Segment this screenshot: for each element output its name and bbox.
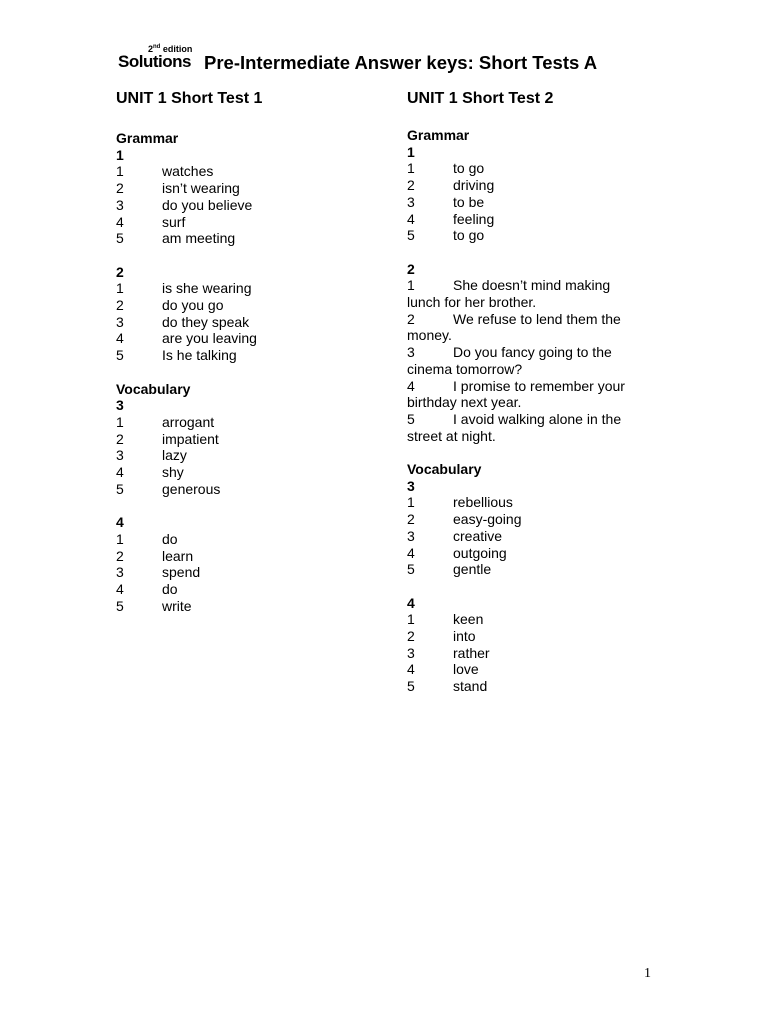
answer-text: shy <box>162 464 184 481</box>
answer-text: do you go <box>162 297 224 314</box>
answer-row <box>116 347 366 364</box>
answer-number: 3 <box>116 564 124 581</box>
answer-row <box>407 528 647 545</box>
answer-text: stand <box>453 678 488 695</box>
answer-number: 4 <box>407 210 415 227</box>
logo-wordmark: Solutions <box>118 52 191 71</box>
answer-text: spend <box>162 564 201 581</box>
answer-text: do you believe <box>162 196 253 213</box>
answer-text: write <box>162 597 192 614</box>
exercise-number: 4 <box>116 514 124 531</box>
answer-row <box>116 414 366 431</box>
answer-row <box>407 311 647 344</box>
answer-row <box>116 280 366 297</box>
test-title: UNIT 1 Short Test 2 <box>407 90 554 107</box>
answer-row <box>116 531 366 548</box>
answer-number: 3 <box>116 447 124 464</box>
answer-number: 4 <box>116 464 124 481</box>
answer-number: 2 <box>407 177 415 194</box>
answer-number: 2 <box>116 430 124 447</box>
answer-row <box>407 511 647 528</box>
answer-number: 4 <box>407 661 415 678</box>
answer-number: 3 <box>407 344 415 361</box>
answer-number: 3 <box>116 313 124 330</box>
answer-text: to go <box>453 227 485 244</box>
answer-row <box>116 330 366 347</box>
answer-text: into <box>453 628 476 645</box>
answer-text: impatient <box>162 430 219 447</box>
answer-number: 2 <box>116 547 124 564</box>
answer-text-continued: lunch for her brother. <box>407 294 537 311</box>
answer-row <box>116 163 366 180</box>
answer-text: generous <box>162 480 221 497</box>
answer-row <box>116 481 366 498</box>
answer-row <box>407 227 647 244</box>
answer-row <box>407 211 647 228</box>
answer-number: 3 <box>407 193 415 210</box>
answer-text: am meeting <box>162 230 236 247</box>
answer-number: 2 <box>407 511 415 528</box>
answer-row <box>407 344 647 377</box>
answer-text: arrogant <box>162 413 215 430</box>
answer-row <box>116 230 366 247</box>
answer-number: 1 <box>407 277 415 294</box>
exercise-number: 3 <box>116 397 124 414</box>
answer-row <box>116 214 366 231</box>
exercise-number: 3 <box>407 477 415 494</box>
answer-text: I promise to remember your <box>453 377 625 394</box>
answer-number: 3 <box>407 644 415 661</box>
answer-row <box>407 611 647 628</box>
answer-text: outgoing <box>453 544 507 561</box>
answer-text: isn’t wearing <box>162 180 240 197</box>
answer-text: to go <box>453 160 485 177</box>
answer-number: 5 <box>407 678 415 695</box>
answer-text: keen <box>453 611 484 628</box>
exercise-number: 4 <box>407 594 415 611</box>
answer-row <box>116 581 366 598</box>
answer-row <box>116 548 366 565</box>
answer-row <box>407 494 647 511</box>
answer-row <box>407 277 647 310</box>
exercise-number: 1 <box>407 143 415 160</box>
answer-row <box>407 378 647 411</box>
answer-text: rather <box>453 644 490 661</box>
answer-row <box>407 628 647 645</box>
answer-number: 1 <box>116 280 124 297</box>
grammar-heading: Grammar <box>407 127 470 143</box>
answer-number: 5 <box>116 230 124 247</box>
answer-row <box>407 661 647 678</box>
answer-number: 3 <box>116 196 124 213</box>
exercise-2-answers <box>407 277 647 444</box>
answer-number: 4 <box>116 213 124 230</box>
grammar-heading: Grammar <box>116 130 179 146</box>
answer-text: do <box>162 580 178 597</box>
answer-row <box>407 194 647 211</box>
answer-row <box>407 561 647 578</box>
answer-text: love <box>453 661 479 678</box>
answer-number: 5 <box>116 347 124 364</box>
answer-text: feeling <box>453 210 495 227</box>
exercise-2-answers <box>116 280 366 364</box>
answer-text: is she wearing <box>162 280 252 297</box>
answer-text: learn <box>162 547 194 564</box>
answer-row <box>116 297 366 314</box>
answer-text: gentle <box>453 561 492 578</box>
answer-number: 5 <box>407 410 415 427</box>
answer-row <box>116 314 366 331</box>
answer-number: 1 <box>116 530 124 547</box>
answer-text: We refuse to lend them the <box>453 310 621 327</box>
answer-number: 5 <box>116 597 124 614</box>
answer-number: 2 <box>116 180 124 197</box>
answer-number: 1 <box>407 160 415 177</box>
answer-number: 1 <box>116 413 124 430</box>
answer-row <box>407 411 647 444</box>
answer-text-continued: cinema tomorrow? <box>407 360 523 377</box>
answer-text: do <box>162 530 178 547</box>
page-number: 1 <box>644 966 651 981</box>
answer-row <box>116 431 366 448</box>
answer-text: She doesn’t mind making <box>453 277 611 294</box>
answer-text: lazy <box>162 447 187 464</box>
edition-label: 2nd edition <box>148 44 193 54</box>
answer-number: 1 <box>407 611 415 628</box>
exercise-number: 2 <box>116 263 124 280</box>
answer-number: 5 <box>116 480 124 497</box>
answer-text: easy-going <box>453 511 522 528</box>
answer-row <box>407 160 647 177</box>
answer-text: I avoid walking alone in the <box>453 410 622 427</box>
answer-number: 4 <box>407 544 415 561</box>
answer-number: 5 <box>407 227 415 244</box>
answer-text: creative <box>453 527 503 544</box>
answer-number: 1 <box>116 163 124 180</box>
vocabulary-heading: Vocabulary <box>116 380 191 397</box>
exercise-3-answers <box>407 494 647 578</box>
exercise-4-answers <box>116 531 366 615</box>
answer-text: surf <box>162 213 186 230</box>
exercise-number: 2 <box>407 260 415 277</box>
exercise-1-answers <box>407 160 647 244</box>
short-test-2-column <box>407 90 647 695</box>
answer-number: 2 <box>407 628 415 645</box>
answer-row <box>116 598 366 615</box>
answer-text: driving <box>453 177 495 194</box>
answer-text-continued: birthday next year. <box>407 394 522 411</box>
exercise-1-answers <box>116 163 366 247</box>
answer-number: 3 <box>407 527 415 544</box>
answer-row <box>407 678 647 695</box>
answer-row <box>116 447 366 464</box>
answer-row <box>116 564 366 581</box>
answer-row <box>407 177 647 194</box>
short-test-1-column <box>116 90 366 614</box>
answer-text: rebellious <box>453 494 513 511</box>
answer-number: 2 <box>116 297 124 314</box>
answer-row <box>407 645 647 662</box>
answer-row <box>116 197 366 214</box>
vocabulary-heading: Vocabulary <box>407 461 482 478</box>
exercise-4-answers <box>407 611 647 695</box>
exercise-3-answers <box>116 414 366 498</box>
answer-row <box>116 180 366 197</box>
answer-text-continued: money. <box>407 327 452 344</box>
answer-number: 5 <box>407 561 415 578</box>
answer-text-continued: street at night. <box>407 427 496 444</box>
answer-number: 1 <box>407 494 415 511</box>
answer-text: Is he talking <box>162 347 237 364</box>
test-title: UNIT 1 Short Test 1 <box>116 90 263 107</box>
answer-number: 4 <box>116 580 124 597</box>
answer-text: are you leaving <box>162 330 257 347</box>
solutions-logo <box>118 44 202 72</box>
answer-text: watches <box>162 163 214 180</box>
answer-row <box>407 545 647 562</box>
answer-number: 4 <box>116 330 124 347</box>
document-title: Pre-Intermediate Answer keys: Short Tests A <box>204 52 598 73</box>
answer-row <box>116 464 366 481</box>
answer-text: to be <box>453 193 485 210</box>
answer-number: 4 <box>407 377 415 394</box>
answer-number: 2 <box>407 310 415 327</box>
answer-text: do they speak <box>162 313 250 330</box>
exercise-number: 1 <box>116 146 124 163</box>
answer-text: Do you fancy going to the <box>453 344 612 361</box>
